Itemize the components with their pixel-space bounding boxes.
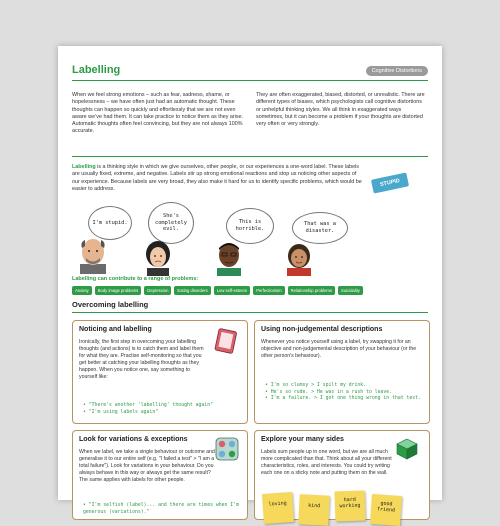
sticky-note: kind bbox=[298, 494, 330, 526]
problem-chip: Relationship problems bbox=[288, 286, 335, 295]
intro-left-text: When we feel strong emotions – such as fear, sadness, shame, or hopelessness – we have often just had an automatic thought. These thoughts can happen so quickly and effortlessly that we are not even aware we’ve had them. It can take practice to notice them as they arise. Automatic thoughts often feel convincing, but they are not always 100% accurate. bbox=[72, 92, 244, 135]
section-divider bbox=[72, 312, 428, 313]
definition-paragraph bbox=[72, 164, 362, 193]
example-item: • "There's another 'labelling' thought again" bbox=[83, 403, 213, 408]
problem-chip: Anxiety bbox=[72, 286, 92, 295]
card-noticing bbox=[72, 320, 248, 424]
card-examples bbox=[265, 383, 421, 403]
intro-right-text: They are often exaggerated, biased, distorted, or unrealistic. There are different types of biases, which psychologists call cognitive distortions or unhelpful thinking styles. We all think in exaggerated ways sometimes, but it can become a problem if your thoughts are distorted very often or very strongly. bbox=[256, 92, 425, 128]
speech-bubble: I'm stupid. bbox=[88, 206, 132, 240]
card-body: When we label, we take a single behaviour or outcome and generalise it to our entire self (e.g. "I failed a test" > "I am a total failure"). Look for variations in your behaviour. Do you always behave in this way or always get the same result? The same applies with labels for other people. bbox=[79, 449, 215, 484]
card-variations bbox=[72, 430, 248, 520]
example-item: • He's so rude. > He was in a rush to leave. bbox=[265, 389, 393, 395]
card-nonjudgemental bbox=[254, 320, 430, 424]
card-body: Whenever you notice yourself using a label, try swapping it for an objective and non-judgemental description of your behaviour (or the other person's behaviour). bbox=[261, 339, 417, 360]
card-title: Noticing and labelling bbox=[79, 326, 152, 333]
sticky-note: loving bbox=[262, 492, 294, 524]
example-item: • "I'm using labels again" bbox=[83, 409, 159, 415]
example-item: • I'm a failure. > I got one thing wrong in that test. bbox=[265, 396, 421, 402]
intro-divider bbox=[72, 156, 428, 157]
card-examples bbox=[83, 503, 243, 516]
page-title: Labelling bbox=[72, 64, 121, 76]
card-examples bbox=[83, 403, 213, 416]
card-title: Using non-judgemental descriptions bbox=[261, 326, 383, 333]
definition-term: Labelling bbox=[72, 164, 96, 170]
card-sides bbox=[254, 430, 430, 520]
problem-chip: Suicidality bbox=[338, 286, 363, 295]
problem-chip: Body image problems bbox=[95, 286, 142, 295]
problem-chip: Eating disorders bbox=[174, 286, 210, 295]
speech-bubble: She's completely evil. bbox=[148, 202, 194, 244]
cube-icon bbox=[395, 437, 419, 461]
card-title: Explore your many sides bbox=[261, 436, 344, 443]
speech-bubble: That was a disaster. bbox=[292, 212, 348, 244]
woman-red-top-illustration bbox=[282, 242, 316, 276]
title-divider bbox=[72, 80, 428, 81]
woman-dark-hair-illustration bbox=[142, 240, 174, 276]
example-item: • I'm so clumsy > I spilt my drink. bbox=[265, 383, 367, 388]
sticky-note: good friend bbox=[370, 494, 402, 526]
problems-chip-list bbox=[72, 286, 428, 295]
man-bald-illustration bbox=[76, 234, 110, 274]
problems-heading: Labelling can contribute to a range of problems: bbox=[72, 276, 199, 282]
problem-chip: Low self-esteem bbox=[214, 286, 251, 295]
card-body: Labels sum people up in one word, but we are all much more complicated than that. Think about all your different characteristics, roles, and interests. You could try writing each one on a sticky note and putting them on the wall. bbox=[261, 449, 392, 477]
label-sign: STUPID bbox=[371, 172, 409, 193]
sticky-note: hard working bbox=[334, 490, 365, 521]
worksheet-page bbox=[58, 46, 442, 515]
definition-text: is a thinking style in which we give ourselves, other people, or our experiences a one-word label. These labels are usually fixed, extreme, and negative. Labels stir up strong emotional reactions and stop us noticing other aspects of our experience. Because labels are very broad, they also make it hard for us to identify specific problems, which would be easier to address. bbox=[72, 164, 362, 192]
options-icon bbox=[215, 437, 239, 461]
example-item: • "I'm selfish (label)... and there are times when I'm generous (variations)." bbox=[83, 503, 239, 515]
card-title: Look for variations & exceptions bbox=[79, 436, 188, 443]
category-tag: Cognitive Distortions bbox=[366, 66, 428, 76]
section-heading: Overcoming labelling bbox=[72, 300, 149, 309]
speech-bubble: This is horrible. bbox=[226, 208, 274, 244]
card-body: Ironically, the first step in overcoming your labelling thoughts (and actions) is to catch them and label them for what they are. Practise self-monitoring so that you get better at catching your labelling thoughts as they happen. When you notice one, say something to yourself like: bbox=[79, 339, 204, 381]
problem-chip: Perfectionism bbox=[253, 286, 284, 295]
tablet-icon bbox=[213, 327, 239, 353]
problem-chip: Depression bbox=[144, 286, 171, 295]
man-glasses-illustration bbox=[212, 240, 246, 276]
